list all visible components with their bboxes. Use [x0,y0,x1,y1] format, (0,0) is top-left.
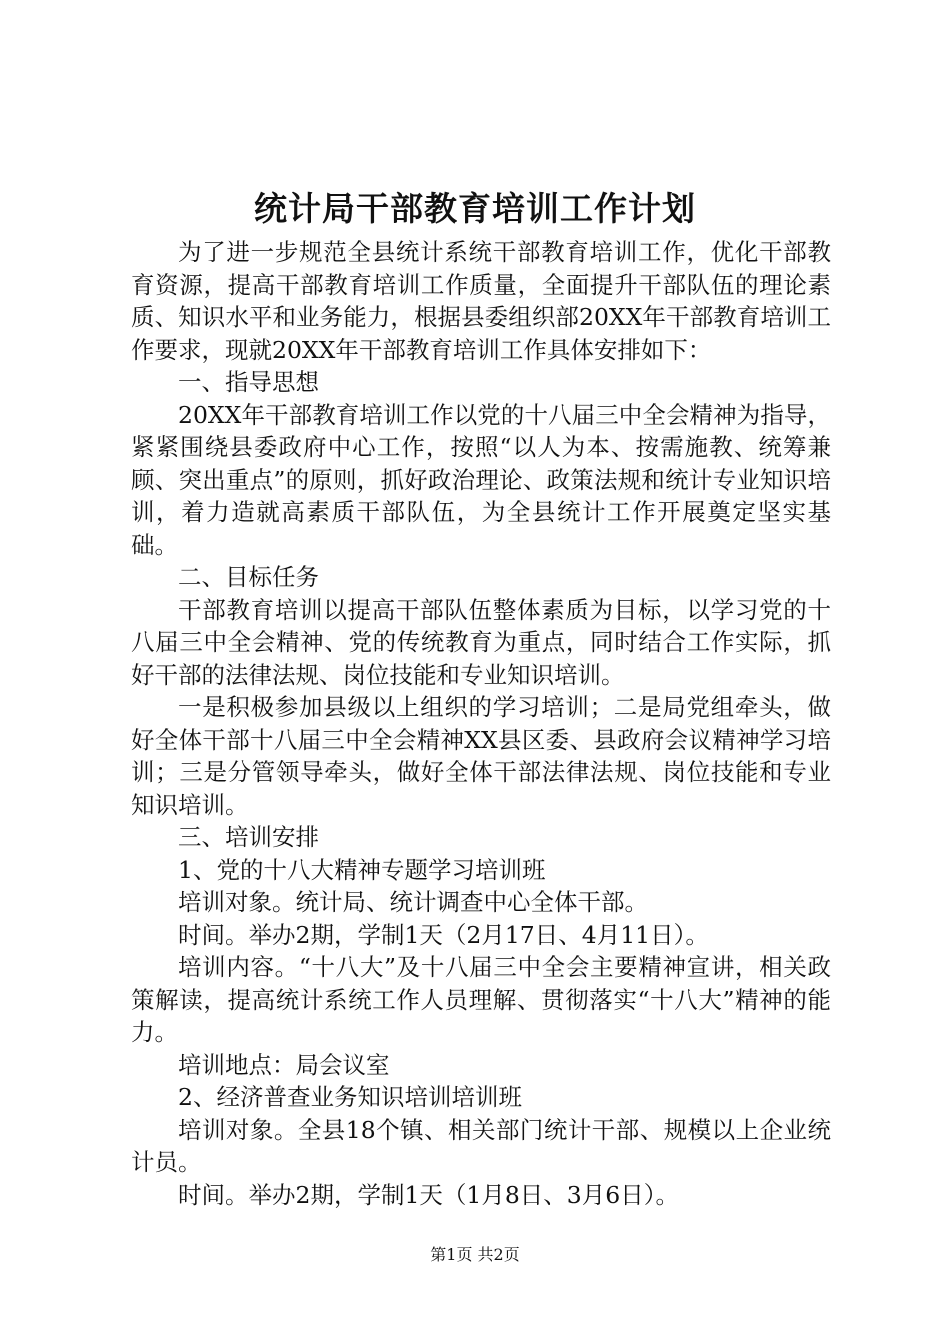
document-title: 统计局干部教育培训工作计划 [254,189,696,228]
section-heading-training-arrangement: 三、培训安排 [178,823,319,851]
training-class-1-heading: 1、党的十八大精神专题学习培训班 [178,855,546,884]
document-body [131,236,831,1211]
training-class-1-targets: 培训对象。统计局、统计调查中心全体干部。 [178,888,648,916]
intro-paragraph: 为了进一步规范全县统计系统干部教育培训工作，优化干部教育资源，提高干部教育培训工作质量，全面提升干部队伍的理论素质、知识水平和业务能力，根据县委组织部20XX年干部教育培训工作要求，现就20XX年干部教育培训工作具体安排如下： [131,238,831,364]
section-heading-guiding-thought: 一、指导思想 [178,368,319,396]
guiding-thought-paragraph: 20XX年干部教育培训工作以党的十八届三中全会精神为指导，紧紧围绕县委政府中心工作，按照“以人为本、按需施教、统筹兼顾、突出重点”的原则，抓好政治理论、政策法规和统计专业知识培训，着力造就高素质干部队伍，为全县统计工作开展奠定坚实基础。 [131,400,831,559]
training-class-2-heading: 2、经济普查业务知识培训培训班 [178,1083,522,1111]
training-class-1-time: 时间。举办2期，学制1天（2月17日、4月11日）。 [178,920,709,949]
training-class-1-location: 培训地点：局会议室 [178,1050,390,1079]
goals-detail-paragraph: 一是积极参加县级以上组织的学习培训；二是局党组牵头，做好全体干部十八届三中全会精神XX县区委、县政府会议精神学习培训；三是分管领导牵头，做好全体干部法律法规、岗位技能和专业知识培训。 [131,693,831,819]
goals-paragraph: 干部教育培训以提高干部队伍整体素质为目标，以学习党的十八届三中全会精神、党的传统教育为重点，同时结合工作实际，抓好干部的法律法规、岗位技能和专业知识培训。 [131,595,831,689]
training-class-2-time: 时间。举办2期，学制1天（1月8日、3月6日）。 [178,1180,679,1209]
section-heading-goals: 二、目标任务 [178,563,319,591]
page-number-footer: 第1页 共2页 [430,1245,520,1264]
training-class-1-content: 培训内容。“十八大”及十八届三中全会主要精神宣讲，相关政策解读，提高统计系统工作人员理解、贯彻落实“十八大”精神的能力。 [131,953,831,1046]
training-class-2-targets: 培训对象。全县18个镇、相关部门统计干部、规模以上企业统计员。 [131,1115,831,1176]
